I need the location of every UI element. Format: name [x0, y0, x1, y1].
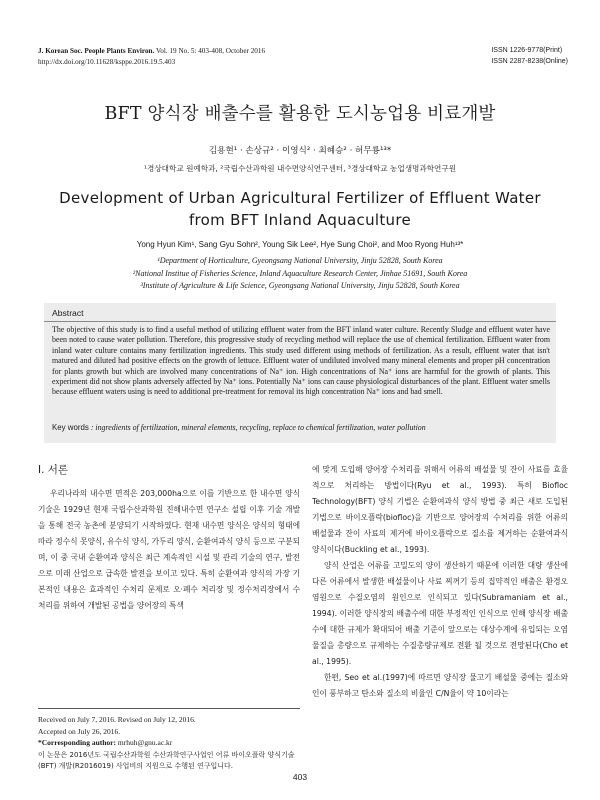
issn-online: ISSN 2287-8238(Online)	[491, 57, 568, 65]
title-korean: BFT 양식장 배출수를 활용한 도시농업용 비료개발	[104, 104, 496, 124]
affiliations-korean: ¹경상대학교 원예학과, ²국립수산과학원 내수면양식연구센터, ³경상대학교 농업생명과학연구원	[143, 164, 457, 173]
doi-link[interactable]: http://dx.doi.org/10.11628/ksppe.2016.19.5.403	[38, 57, 176, 66]
journal-header	[38, 46, 265, 67]
authors-english: Yong Hyun Kim¹, Sang Gyu Sohn², Young Sik Lee², Hye Sung Choi², and Moo Ryong Huh¹³*	[136, 240, 464, 249]
footnote-divider	[38, 708, 300, 709]
intro-paragraph-3: 한편, Seo et al.(1997)에 따르면 양식장 물고기 배설물 중에는 질소와 인이 풍부하고 탄소와 질소의 비율인 C/N율이 약 10이라는	[312, 673, 568, 698]
abstract-divider	[44, 321, 556, 322]
section-heading-introduction: Ⅰ. 서론	[38, 464, 69, 476]
volume-info: Vol. 19 No. 5: 403-408, October 2016	[154, 47, 266, 55]
page-number: 403	[292, 772, 308, 782]
footnote	[38, 714, 300, 772]
affiliation-3: ³Institute of Agriculture & Life Science, Gyeongsang National University, Jinju 52828, South Korea	[140, 281, 460, 290]
title-english-line2: from BFT Inland Aquaculture	[188, 211, 412, 229]
corresponding-label: *Corresponding author:	[38, 738, 116, 747]
acknowledgement: 이 논문은 2016년도 국립수산과학원 수산과학연구사업인 어류 바이오플락 양식기술(BFT) 개발(R2016019) 사업비의 지원으로 수행된 연구입니다.	[38, 750, 295, 770]
corresponding-author	[38, 737, 300, 749]
intro-paragraph-1-continued: 에 맞게 도입해 양어장 수처리를 위해서 어류의 배설물 및 잔이 사료를 효율적으로 처리하는 방법이다(Ryu et al., 1993). 특히 Biofloc Technology(BFT) 양식 기법은 순환여과식 양식 방법 중 최근 새로 도입된 기법으로 바이오플락(biofloc)을 기반으로 양어장의 수처리를 위한 어류의 배설물과 잔이 사료의 제거에 바이오플락으로 질소를 제거하는 순환여과식 양식이다(Buckling et al., 1993).	[312, 465, 568, 554]
issn-block	[491, 46, 568, 67]
intro-paragraph-2: 양식 산업은 어류를 고밀도의 양이 생산하기 때문에 이러한 대량 생산에 다른 어류에서 발생한 배설물이나 사료 찌꺼기 등의 집약적인 배출은 환경오염원으로 수질오염의 원인으로 인식되고 있다(Subramaniam et al., 1994). 이러한 양식장의 배출수에 대한 부정적인 인식으로 인해 양식장 배출수에 대한 규제가 확대되어 배출 기준이 앞으로는 대상수계에 유입되는 오염물질을 총량으로 규제하는 수질총량규제로 전환 될 것으로 전망된다(Cho et al., 1995).	[312, 561, 568, 666]
affiliation-1: ¹Department of Horticulture, Gyeongsang National University, Jinju 52828, South Korea	[157, 256, 443, 265]
accepted-date: Accepted on July 26, 2016.	[38, 726, 121, 736]
journal-name: J. Korean Soc. People Plants Environ.	[38, 47, 155, 55]
keywords	[52, 423, 550, 432]
left-column	[38, 462, 300, 614]
keywords-text: : ingredients of fertilization, mineral elements, recycling, replace to chemical fertilization, water pollution	[88, 423, 426, 432]
affiliation-2: ²National Institue of Fisheries Science, Inland Aquaculture Research Center, Jinhae 51691, South Korea	[132, 268, 468, 278]
title-english	[0, 187, 600, 231]
issn-print: ISSN 1226-9778(Print)	[491, 47, 563, 54]
title-english-line1: Development of Urban Agricultural Fertilizer of Effluent Water	[59, 189, 541, 207]
affiliations-english	[0, 255, 600, 293]
corresponding-email[interactable]: mrhuh@gnu.ac.kr	[116, 738, 173, 747]
keywords-label: Key words	[52, 423, 89, 432]
right-column	[312, 462, 568, 702]
abstract-heading: Abstract	[52, 308, 84, 318]
authors-korean: 김용현¹ · 손상규² · 이영식² · 최혜승² · 허무룡¹³*	[208, 146, 392, 156]
abstract-text: The objective of this study is to find a useful method of utilizing effluent water from the BFT inland water culture. Recently Sludge and effluent water have been noted to cause water pollution. Therefore, this progressive study of recycling method will replace the use of chemical fertilization. Effluent water from inland water culture contains many fertilization ingredients. This study used different using methods of fertilization. As a result, effluent water that isn't matured and diluted had positive effects on the growth of lettuce. Effluent water of undiluted involved many mineral elements and proper pH concentration for plants growth but which are involved many concentrations of Na⁺ ion. High concentrations of Na⁺ ions are harmful for the growth of plants. This experiment did not show plants adversely affected by Na⁺ ions. Potentially Na⁺ ions can cause physiological disturbances of the plant. Effluent water smells because effluent waters using is need to additional pre-treatment for removal its high concentration Na⁺ ions and bad smell.	[52, 325, 550, 397]
received-date: Received on July 7, 2016. Revised on July 12, 2016.	[38, 715, 196, 724]
intro-paragraph-1: 우리나라의 내수면 면적은 203,000ha으로 이를 기반으로 한 내수면 양식 기술은 1929년 현재 국립수산과학원 진해내수면 연구소 설립 이후 기술 개발을 통해 전국 농촌에 분양되기 시작하였다. 현재 내수면 양식은 양식의 형태에 따라 정수식 못양식, 유수식 양식, 가두리 양식, 순환여과식 양식 등으로 구분되며, 이 중 국내 순환여과 양식은 최근 계속적인 시설 및 관리 기술의 연구, 발전으로 미래 산업으로 급속한 발전을 보이고 있다. 특히 순환여과 양식의 가장 기본적인 내용은 효과적인 수처리 문제로 오·폐수 처리장 및 정수처리장에서 수처리를 위하여 개발된 공법을 양어장의 특색	[38, 489, 300, 610]
